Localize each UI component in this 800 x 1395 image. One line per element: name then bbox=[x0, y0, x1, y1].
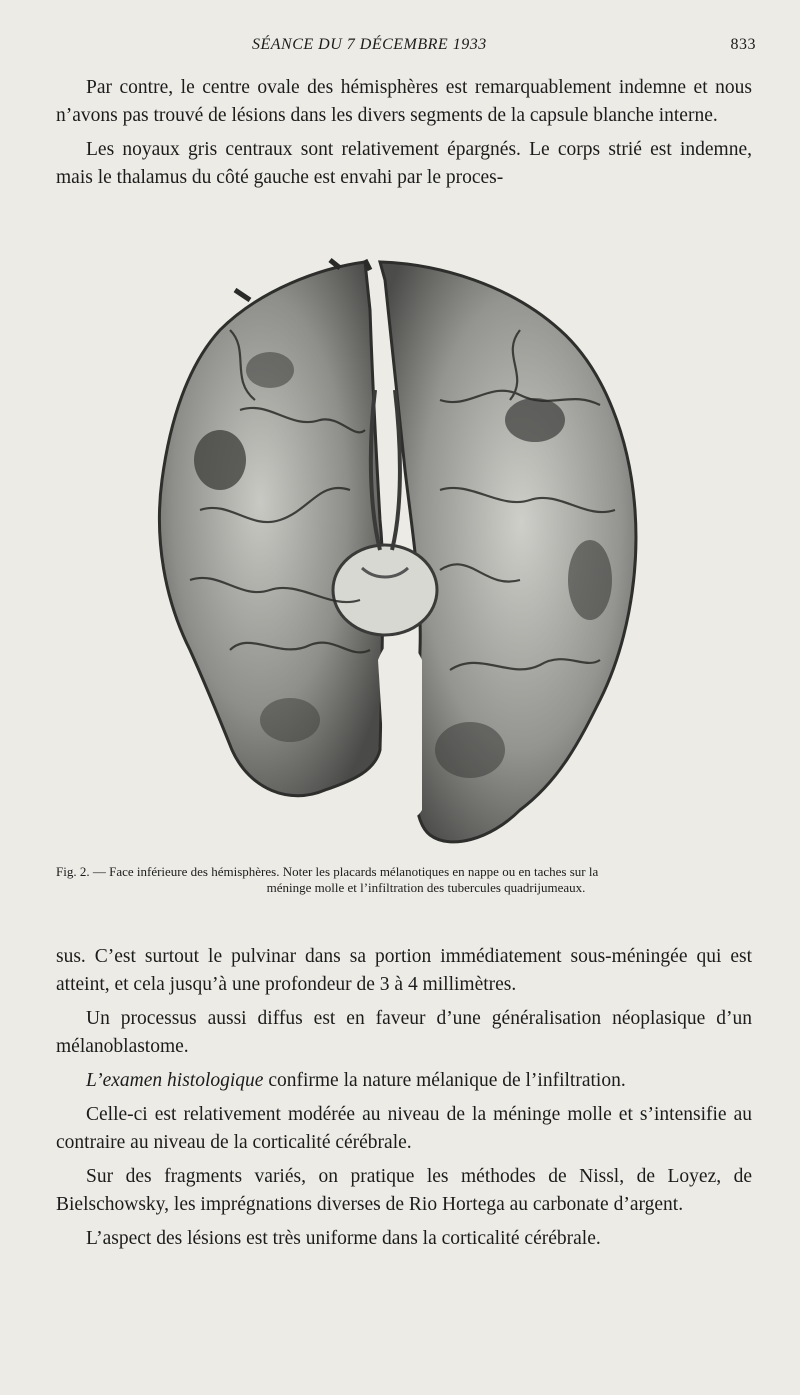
paragraph: Par contre, le centre ovale des hémisphères est remarquablement indemne et nous n’avons pas trouvé de lésions dans les divers segments de la capsule blanche interne. bbox=[56, 77, 752, 126]
caption-line-1: Fig. 2. — Face inférieure des hémisphères. Noter les placards mélanotiques en nappe ou en taches sur la bbox=[56, 864, 599, 879]
paragraph: Sur des fragments variés, on pratique les méthodes de Nissl, de Loyez, de Bielschowsky, les imprégnations diverses de Rio Hortega au carbonate d’argent. bbox=[56, 1166, 752, 1215]
paragraph-rest: confirme la nature mélanique de l’infiltration. bbox=[263, 1070, 626, 1091]
paragraph: Les noyaux gris centraux sont relativement épargnés. Le corps strié est indemne, mais le thalamus du côté gauche est envahi par le proces- bbox=[56, 139, 752, 188]
running-title: SÉANCE DU 7 DÉCEMBRE 1933 bbox=[252, 36, 487, 53]
paragraph: Celle-ci est relativement modérée au niveau de la méninge molle et s’intensifie au contraire au niveau de la corticalité cérébrale. bbox=[56, 1104, 752, 1153]
brain-figure bbox=[140, 250, 660, 860]
bottom-text-block bbox=[56, 943, 752, 1259]
brain-photograph bbox=[140, 250, 660, 860]
top-text-block bbox=[56, 74, 752, 198]
paragraph: L’aspect des lésions est très uniforme dans la corticalité cérébrale. bbox=[86, 1228, 601, 1249]
page-number: 833 bbox=[730, 36, 756, 53]
paragraph: Un processus aussi diffus est en faveur d’une généralisation néoplasique d’un mélanoblastome. bbox=[56, 1008, 752, 1057]
italic-term: L’examen histologique bbox=[86, 1070, 264, 1091]
caption-line-2: méninge molle et l’infiltration des tubercules quadrijumeaux. bbox=[266, 880, 586, 895]
paragraph: sus. C’est surtout le pulvinar dans sa portion immédiatement sous-méningée qui est atteint, et cela jusqu’à une profondeur de 3 à 4 millimètres. bbox=[56, 946, 752, 995]
figure-caption bbox=[56, 864, 756, 896]
running-head bbox=[0, 36, 800, 60]
paragraph bbox=[56, 1067, 752, 1095]
